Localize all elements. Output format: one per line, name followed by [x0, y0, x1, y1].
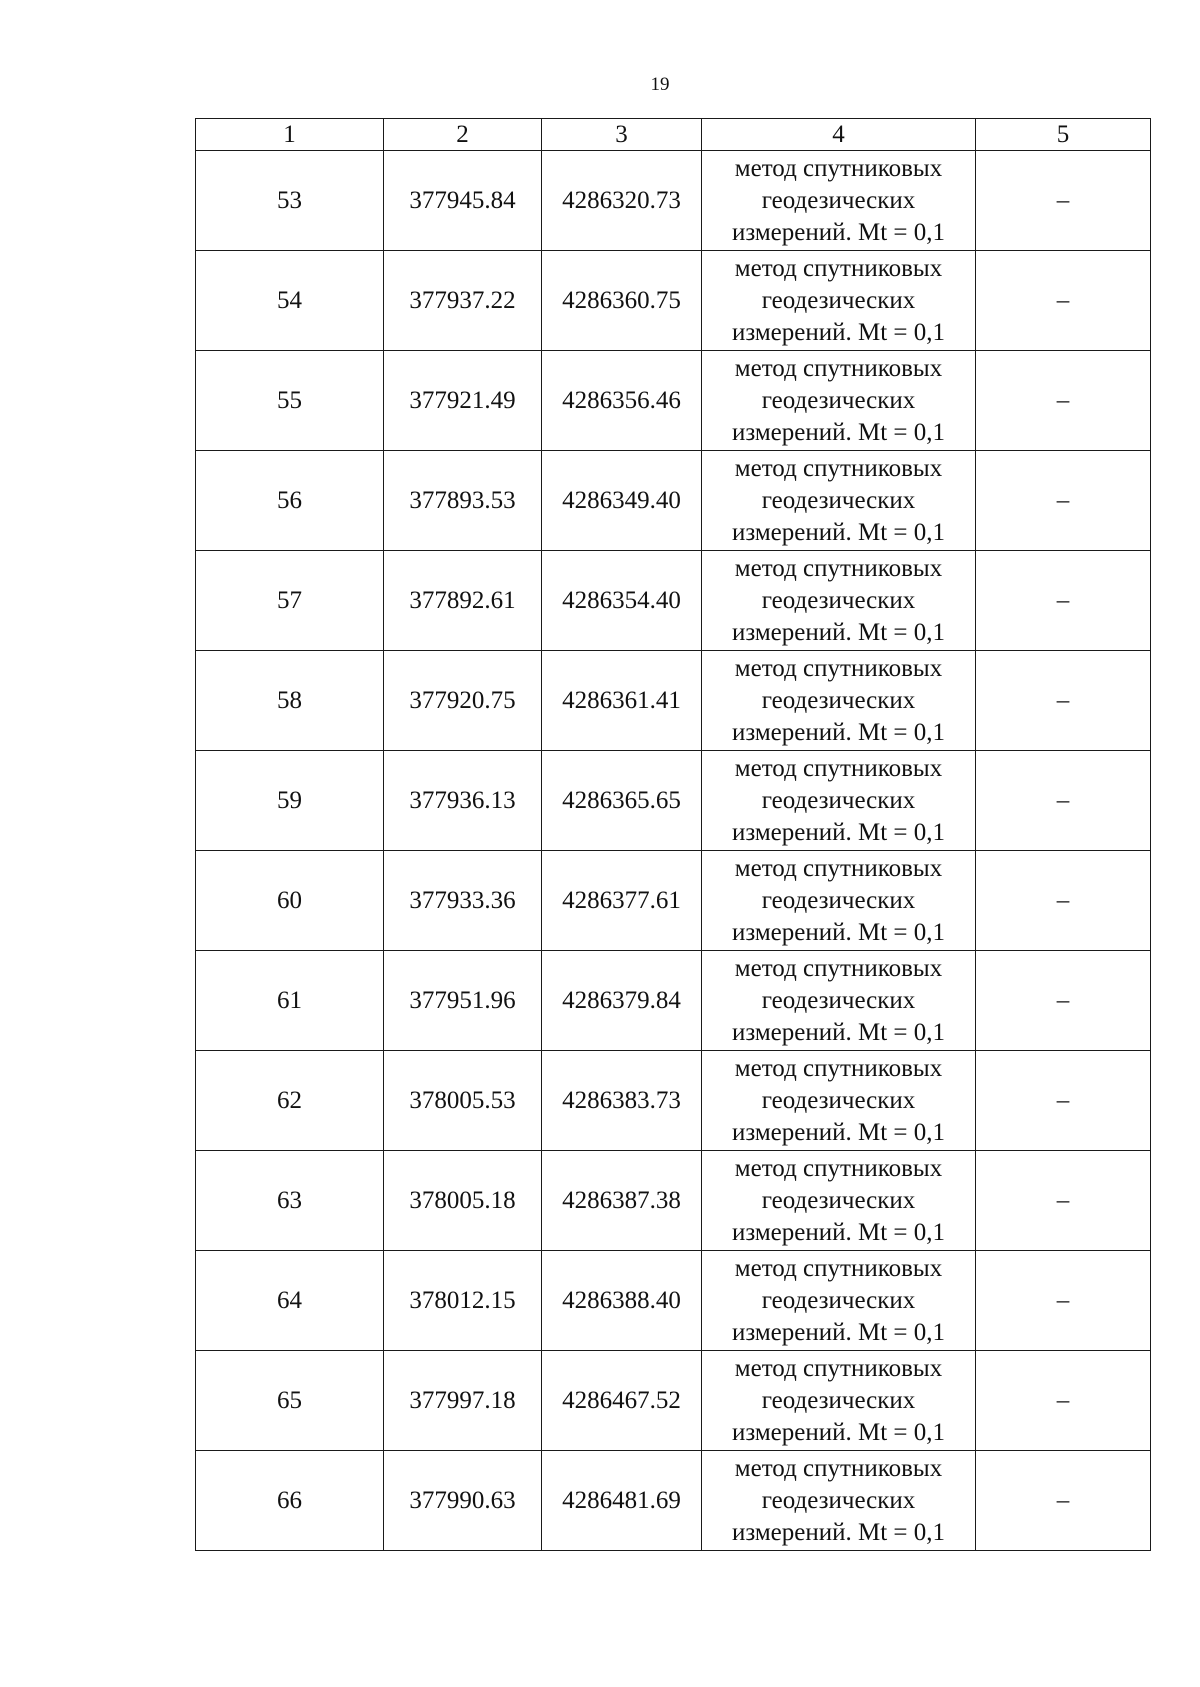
method-text-line: геодезических [761, 686, 916, 714]
method-text-line: измерений. Mt = 0,1 [731, 1418, 946, 1446]
x-coordinate-cell: 377936.13 [384, 751, 542, 851]
method-cell [702, 651, 976, 751]
method-text-line: геодезических [761, 1186, 916, 1214]
method-text-line: измерений. Mt = 0,1 [731, 218, 946, 246]
table-row [196, 1451, 1151, 1551]
y-coordinate-cell: 4286354.40 [542, 551, 702, 651]
y-coordinate-cell: 4286467.52 [542, 1351, 702, 1451]
method-text-line: метод спутниковых [734, 1154, 943, 1182]
method-text-line: геодезических [761, 286, 916, 314]
note-text: – [1056, 886, 1070, 914]
method-text-line: геодезических [761, 986, 916, 1014]
method-text-line: метод спутниковых [734, 854, 943, 882]
method-text-line: измерений. Mt = 0,1 [731, 918, 946, 946]
method-text-line: измерений. Mt = 0,1 [731, 618, 946, 646]
method-text-line: измерений. Mt = 0,1 [731, 318, 946, 346]
y-coordinate-cell: 4286481.69 [542, 1451, 702, 1551]
method-cell [702, 751, 976, 851]
note-cell [976, 1351, 1151, 1451]
x-coordinate-cell: 377937.22 [384, 251, 542, 351]
method-text-line: измерений. Mt = 0,1 [731, 1518, 946, 1546]
note-cell [976, 951, 1151, 1051]
method-text-line: геодезических [761, 1386, 916, 1414]
point-number-cell: 64 [196, 1251, 384, 1351]
point-number-cell: 59 [196, 751, 384, 851]
table-row [196, 851, 1151, 951]
note-cell [976, 1051, 1151, 1151]
y-coordinate-cell: 4286356.46 [542, 351, 702, 451]
point-number-cell: 63 [196, 1151, 384, 1251]
method-text-line: геодезических [761, 1086, 916, 1114]
method-cell [702, 1051, 976, 1151]
method-cell [702, 251, 976, 351]
note-text: – [1056, 786, 1070, 814]
method-text-line: метод спутниковых [734, 1454, 943, 1482]
x-coordinate-cell: 377997.18 [384, 1351, 542, 1451]
table-row [196, 1351, 1151, 1451]
x-coordinate-cell: 377921.49 [384, 351, 542, 451]
note-text: – [1056, 1386, 1070, 1414]
header-row [196, 119, 1151, 151]
y-coordinate-cell: 4286361.41 [542, 651, 702, 751]
table-body [196, 151, 1151, 1551]
y-coordinate-cell: 4286377.61 [542, 851, 702, 951]
y-coordinate-cell: 4286360.75 [542, 251, 702, 351]
y-coordinate-cell: 4286387.38 [542, 1151, 702, 1251]
point-number-cell: 55 [196, 351, 384, 451]
note-cell [976, 1151, 1151, 1251]
x-coordinate-cell: 378005.53 [384, 1051, 542, 1151]
method-text-line: метод спутниковых [734, 1354, 943, 1382]
table-row [196, 751, 1151, 851]
method-text-line: метод спутниковых [734, 454, 943, 482]
method-text-line: геодезических [761, 486, 916, 514]
point-number-cell: 60 [196, 851, 384, 951]
column-header-3: 3 [542, 119, 702, 151]
method-text-line: измерений. Mt = 0,1 [731, 418, 946, 446]
y-coordinate-cell: 4286349.40 [542, 451, 702, 551]
method-text-line: метод спутниковых [734, 254, 943, 282]
method-text-line: измерений. Mt = 0,1 [731, 1218, 946, 1246]
method-text-line: геодезических [761, 186, 916, 214]
x-coordinate-cell: 377893.53 [384, 451, 542, 551]
method-text-line: метод спутниковых [734, 954, 943, 982]
table-row [196, 151, 1151, 251]
y-coordinate-cell: 4286365.65 [542, 751, 702, 851]
method-cell [702, 151, 976, 251]
x-coordinate-cell: 378005.18 [384, 1151, 542, 1251]
x-coordinate-cell: 378012.15 [384, 1251, 542, 1351]
note-text: – [1056, 686, 1070, 714]
note-text: – [1056, 486, 1070, 514]
note-cell [976, 851, 1151, 951]
point-number-cell: 66 [196, 1451, 384, 1551]
method-text-line: метод спутниковых [734, 654, 943, 682]
note-cell [976, 1251, 1151, 1351]
method-text-line: измерений. Mt = 0,1 [731, 818, 946, 846]
y-coordinate-cell: 4286383.73 [542, 1051, 702, 1151]
point-number-cell: 56 [196, 451, 384, 551]
method-cell [702, 451, 976, 551]
note-cell [976, 751, 1151, 851]
method-text-line: метод спутниковых [734, 1054, 943, 1082]
x-coordinate-cell: 377990.63 [384, 1451, 542, 1551]
point-number-cell: 54 [196, 251, 384, 351]
method-text-line: метод спутниковых [734, 554, 943, 582]
point-number-cell: 53 [196, 151, 384, 251]
table-header [196, 119, 1151, 151]
method-cell [702, 1451, 976, 1551]
method-cell [702, 351, 976, 451]
y-coordinate-cell: 4286320.73 [542, 151, 702, 251]
x-coordinate-cell: 377951.96 [384, 951, 542, 1051]
note-cell [976, 151, 1151, 251]
method-text-line: геодезических [761, 886, 916, 914]
column-header-1: 1 [196, 119, 384, 151]
note-text: – [1056, 1186, 1070, 1214]
method-text-line: метод спутниковых [734, 754, 943, 782]
method-text-line: геодезических [761, 1286, 916, 1314]
point-number-cell: 58 [196, 651, 384, 751]
table-row [196, 1151, 1151, 1251]
method-text-line: геодезических [761, 786, 916, 814]
method-text-line: геодезических [761, 586, 916, 614]
table-row [196, 551, 1151, 651]
method-text-line: метод спутниковых [734, 154, 943, 182]
method-text-line: измерений. Mt = 0,1 [731, 1318, 946, 1346]
note-cell [976, 1451, 1151, 1551]
method-text-line: измерений. Mt = 0,1 [731, 1118, 946, 1146]
note-cell [976, 451, 1151, 551]
note-text: – [1056, 586, 1070, 614]
method-text-line: измерений. Mt = 0,1 [731, 718, 946, 746]
coordinates-table [195, 118, 1151, 1551]
table-row [196, 1051, 1151, 1151]
method-cell [702, 1151, 976, 1251]
note-cell [976, 551, 1151, 651]
note-cell [976, 651, 1151, 751]
method-text-line: геодезических [761, 1486, 916, 1514]
method-cell [702, 551, 976, 651]
y-coordinate-cell: 4286379.84 [542, 951, 702, 1051]
note-text: – [1056, 986, 1070, 1014]
note-text: – [1056, 1486, 1070, 1514]
y-coordinate-cell: 4286388.40 [542, 1251, 702, 1351]
method-text-line: измерений. Mt = 0,1 [731, 518, 946, 546]
point-number-cell: 65 [196, 1351, 384, 1451]
table-row [196, 951, 1151, 1051]
note-text: – [1056, 386, 1070, 414]
note-cell [976, 251, 1151, 351]
note-text: – [1056, 1286, 1070, 1314]
x-coordinate-cell: 377945.84 [384, 151, 542, 251]
table-row [196, 251, 1151, 351]
table-row [196, 651, 1151, 751]
method-text-line: метод спутниковых [734, 354, 943, 382]
x-coordinate-cell: 377920.75 [384, 651, 542, 751]
method-cell [702, 951, 976, 1051]
page-number: 19 [650, 74, 670, 95]
method-text-line: измерений. Mt = 0,1 [731, 1018, 946, 1046]
point-number-cell: 61 [196, 951, 384, 1051]
method-text-line: геодезических [761, 386, 916, 414]
method-cell [702, 851, 976, 951]
note-text: – [1056, 286, 1070, 314]
method-text-line: метод спутниковых [734, 1254, 943, 1282]
x-coordinate-cell: 377892.61 [384, 551, 542, 651]
table-row [196, 351, 1151, 451]
note-text: – [1056, 186, 1070, 214]
x-coordinate-cell: 377933.36 [384, 851, 542, 951]
table-row [196, 451, 1151, 551]
column-header-4: 4 [702, 119, 976, 151]
table-row [196, 1251, 1151, 1351]
note-cell [976, 351, 1151, 451]
column-header-5: 5 [976, 119, 1151, 151]
method-cell [702, 1351, 976, 1451]
column-header-2: 2 [384, 119, 542, 151]
note-text: – [1056, 1086, 1070, 1114]
point-number-cell: 57 [196, 551, 384, 651]
method-cell [702, 1251, 976, 1351]
point-number-cell: 62 [196, 1051, 384, 1151]
